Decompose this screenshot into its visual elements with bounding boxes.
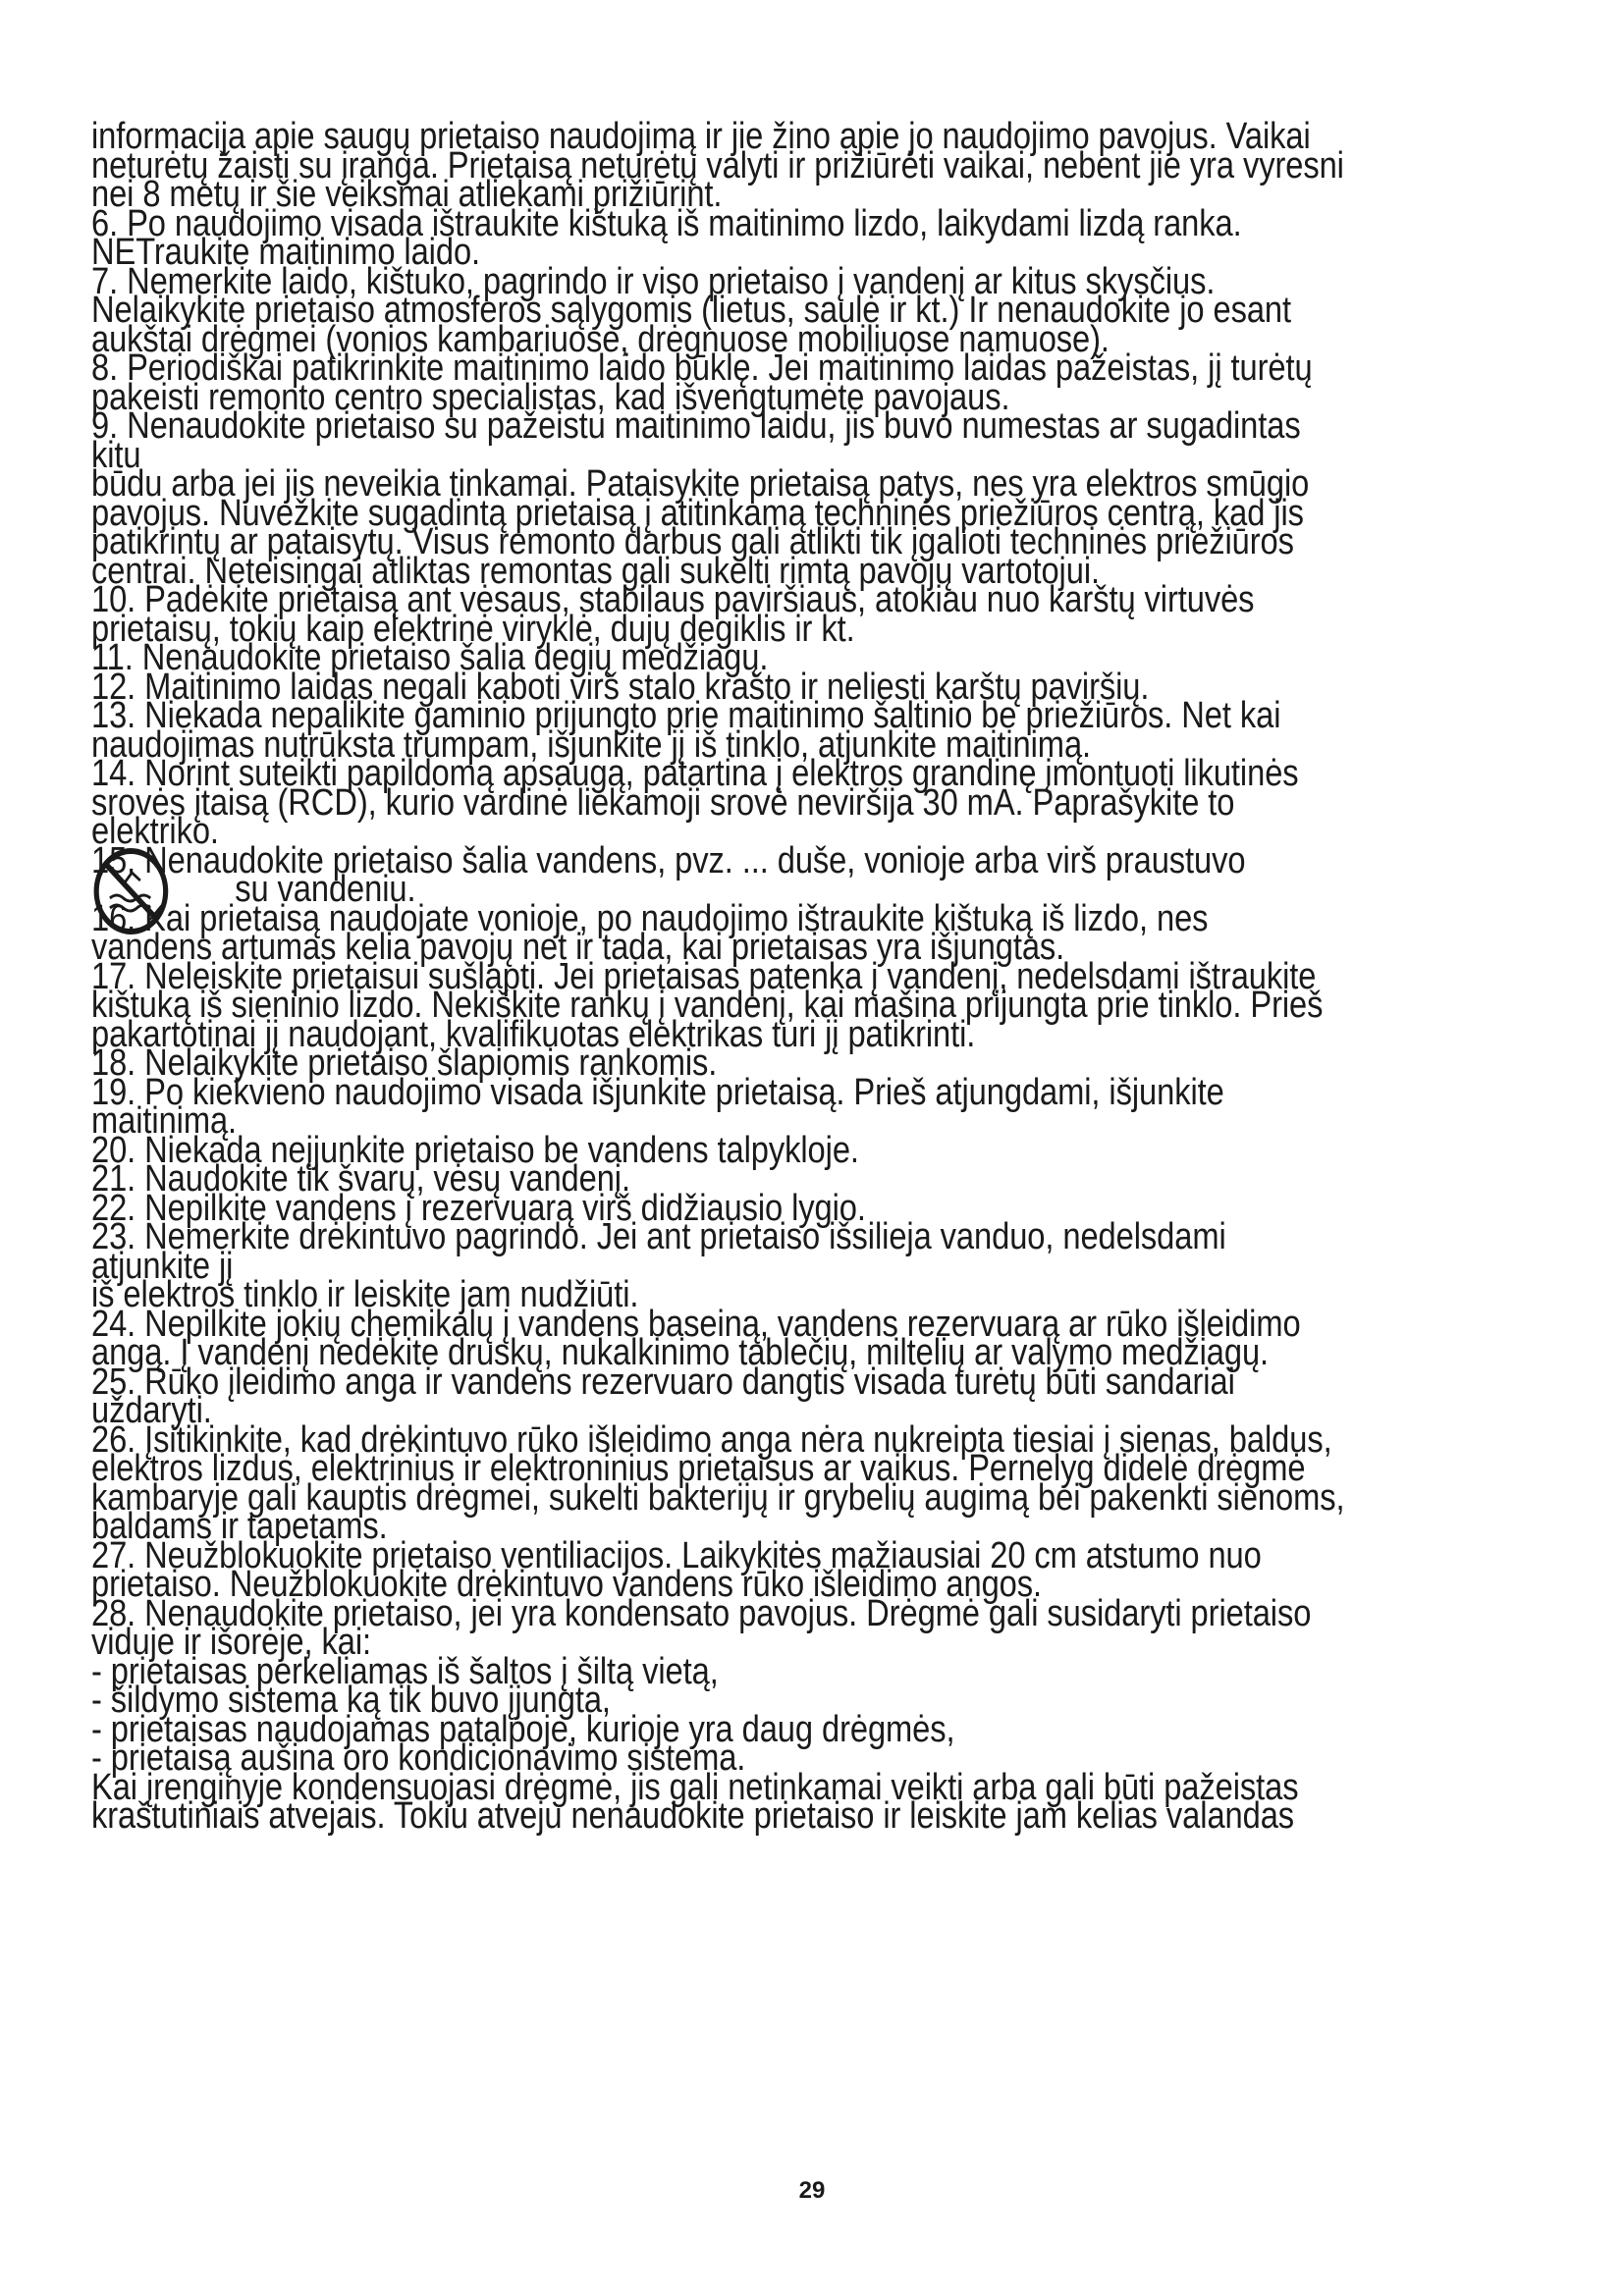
text-line: 26. Įsitikinkite, kad drėkintuvo rūko išleidimo anga nėra nukreipta tiesiai į sienas, baldus,: [91, 1418, 1332, 1461]
text-line: Kai įrenginyje kondensuojasi drėgmė, jis gali netinkamai veikti arba gali būti pažeistas: [91, 1766, 1299, 1808]
text-line: - šildymo sistema ką tik buvo įjungta,: [91, 1680, 611, 1721]
text-line: 11. Nenaudokite prietaiso šalia degių medžiagų.: [91, 637, 769, 678]
text-line: angą. Į vandenį nedėkite druskų, nukalkinimo tablečių, miltelių ar valymo medžiagų.: [91, 1332, 1270, 1373]
text-line-content: su vandeniu.: [235, 869, 416, 910]
text-line: neturėtų žaisti su įranga. Prietaisą neturėtų valyti ir prižiūrėti vaikai, nebent jie yra vyresni: [91, 144, 1344, 187]
text-line: elektros lizdus, elektrinius ir elektroninius prietaisus ar vaikus. Pernelyg didelė drėgmė: [91, 1448, 1306, 1489]
text-line: 28. Nenaudokite prietaiso, jei yra kondensato pavojus. Drėgmė gali susidaryti prietaiso: [91, 1592, 1312, 1634]
text-line: 15. Nenaudokite prietaiso šalia vandens, pvz. ... duše, vonioje arba virš praustuvo: [91, 839, 1246, 881]
text-line: prietaiso. Neužblokuokite drėkintuvo vandens rūko išleidimo angos.: [91, 1564, 1043, 1605]
text-line: 14. Norint suteikti papildomą apsaugą, patartina į elektros grandinę įmontuoti likutinės: [91, 753, 1299, 794]
text-line: pavojus. Nuvežkite sugadintą prietaisą į atitinkamą techninės priežiūros centrą, kad jis: [91, 492, 1304, 534]
text-line: - prietaisas naudojamas patalpoje, kurioje yra daug drėgmės,: [91, 1708, 955, 1750]
text-line: viduje ir išorėje, kai:: [91, 1622, 371, 1663]
text-line: 22. Nepilkite vandens į rezervuarą virš didžiausio lygio.: [91, 1187, 866, 1229]
water-warning-block: [91, 839, 1345, 939]
text-line: 18. Nelaikykite prietaiso šlapiomis rankomis.: [91, 1042, 718, 1084]
text-line: kambaryje gali kauptis drėgmei, sukelti bakterijų ir grybelių augimą bei pakenkti sienoms,: [91, 1476, 1345, 1519]
text-line: patikrintų ar pataisytų. Visus remonto darbus gali atlikti tik įgalioti techninės priežiūros: [91, 521, 1294, 562]
text-line: 10. Padėkite prietaisą ant vėsaus, stabilaus paviršiaus, atokiau nuo karštų virtuvės: [91, 579, 1255, 620]
document-body: [91, 116, 1345, 1837]
text-line: Nelaikykite prietaiso atmosferos sąlygomis (lietus, saulė ir kt.) Ir nenaudokite jo esant: [91, 290, 1292, 331]
text-line: kištuką iš sieninio lizdo. Nekiškite rankų į vandenį, kai mašina prijungta prie tinklo. Prieš: [91, 985, 1324, 1026]
text-line: 23. Nemerkite drėkintuvo pagrindo. Jei ant prietaiso išsilieja vanduo, nedelsdami atjunkite jį: [91, 1216, 1235, 1287]
text-line: naudojimas nutrūksta trumpam, išjunkite jį iš tinklo, atjunkite maitinimą.: [91, 723, 1092, 766]
text-line: pakartotinai jį naudojant, kvalifikuotas elektrikas turi jį patikrinti.: [91, 1013, 976, 1055]
text-line: prietaisų, tokių kaip elektrinė viryklė, dujų degiklis ir kt.: [91, 608, 855, 650]
text-line: 19. Po kiekvieno naudojimo visada išjunkite prietaisą. Prieš atjungdami, išjunkite: [91, 1071, 1224, 1113]
text-line: nei 8 metų ir šie veiksmai atliekami prižiūrint.: [91, 174, 723, 215]
text-line: pakeisti remonto centro specialistas, kad išvengtumėte pavojaus.: [91, 376, 1010, 418]
text-line: centrai. Neteisingai atliktas remontas gali sukelti rimtą pavojų vartotojui.: [91, 550, 1100, 592]
text-line: 8. Periodiškai patikrinkite maitinimo laido būklę. Jei maitinimo laidas pažeistas, jį turėtų: [91, 347, 1313, 389]
text-line: vandens artumas kelia pavojų net ir tada, kai prietaisas yra išjungtas.: [91, 927, 1065, 968]
text-line: 9. Nenaudokite prietaiso su pažeistu maitinimo laidu, jis buvo numestas ar sugadintas kitu: [91, 405, 1310, 476]
text-line: informacija apie saugų prietaiso naudojimą ir jie žino apie jo naudojimo pavojus. Vaikai: [91, 116, 1311, 157]
text-line: 27. Neužblokuokite prietaiso ventiliacijos. Laikykitės mažiausiai 20 cm atstumo nuo: [91, 1534, 1262, 1576]
text-line: - prietaisas perkeliamas iš šaltos į šiltą vietą,: [91, 1650, 719, 1692]
text-line: 12. Maitinimo laidas negali kaboti virš stalo krašto ir neliesti karštų paviršių.: [91, 666, 1150, 708]
paragraphs-bottom: [91, 927, 1345, 1837]
text-line: 20. Niekada neįjunkite prietaiso be vandens talpykloje.: [91, 1129, 859, 1171]
text-line: 17. Neleiskite prietaisui sušlapti. Jei prietaisas patenka į vandenį, nedelsdami ištraukite: [91, 955, 1317, 997]
text-line: NETraukite maitinimo laido.: [91, 232, 481, 273]
text-line: būdu arba jei jis neveikia tinkamai. Pataisykite prietaisą patys, nes yra elektros smūgio: [91, 463, 1310, 505]
text-line: 6. Po naudojimo visada ištraukite kištuką iš maitinimo lizdo, laikydami lizdą ranka.: [91, 202, 1242, 244]
text-line: aukštai drėgmei (vonios kambariuose, drėgnuose mobiliuose namuose).: [91, 318, 1110, 360]
no-water-bath-icon: [91, 847, 172, 935]
text-line: iš elektros tinklo ir leiskite jam nudžiūti.: [91, 1274, 639, 1315]
text-line: 21. Naudokite tik švarų, vėsų vandenį.: [91, 1158, 630, 1200]
text-line: baldams ir tapetams.: [91, 1506, 388, 1547]
text-line: kraštutiniais atvejais. Tokiu atveju nenaudokite prietaiso ir leiskite jam kelias valandas: [91, 1795, 1295, 1837]
text-line: - prietaisą aušina oro kondicionavimo sistema.: [91, 1737, 746, 1779]
text-line: 7. Nemerkite laido, kištuko, pagrindo ir viso prietaiso į vandenį ar kitus skysčius.: [91, 260, 1216, 302]
paragraphs-top: [91, 116, 1345, 852]
text-line: srovės įtaisą (RCD), kurio vardinė liekamoji srovė neviršija 30 mA. Paprašykite to elektriko.: [91, 781, 1244, 852]
page-number: 29: [798, 2177, 826, 2204]
text-line: 13. Niekada nepalikite gaminio prijungto prie maitinimo šaltinio be priežiūros. Net kai: [91, 695, 1281, 736]
text-line: 16. Kai prietaisą naudojate vonioje, po naudojimo ištraukite kištuką iš lizdo, nes: [91, 897, 1209, 939]
text-line: 24. Nepilkite jokių chemikalų į vandens baseiną, vandens rezervuarą ar rūko išleidimo: [91, 1303, 1301, 1345]
text-line: 25. Rūko įleidimo anga ir vandens rezervuaro dangtis visada turėtų būti sandariai uždaryti.: [91, 1361, 1244, 1431]
text-line: maitinimą.: [91, 1100, 238, 1142]
